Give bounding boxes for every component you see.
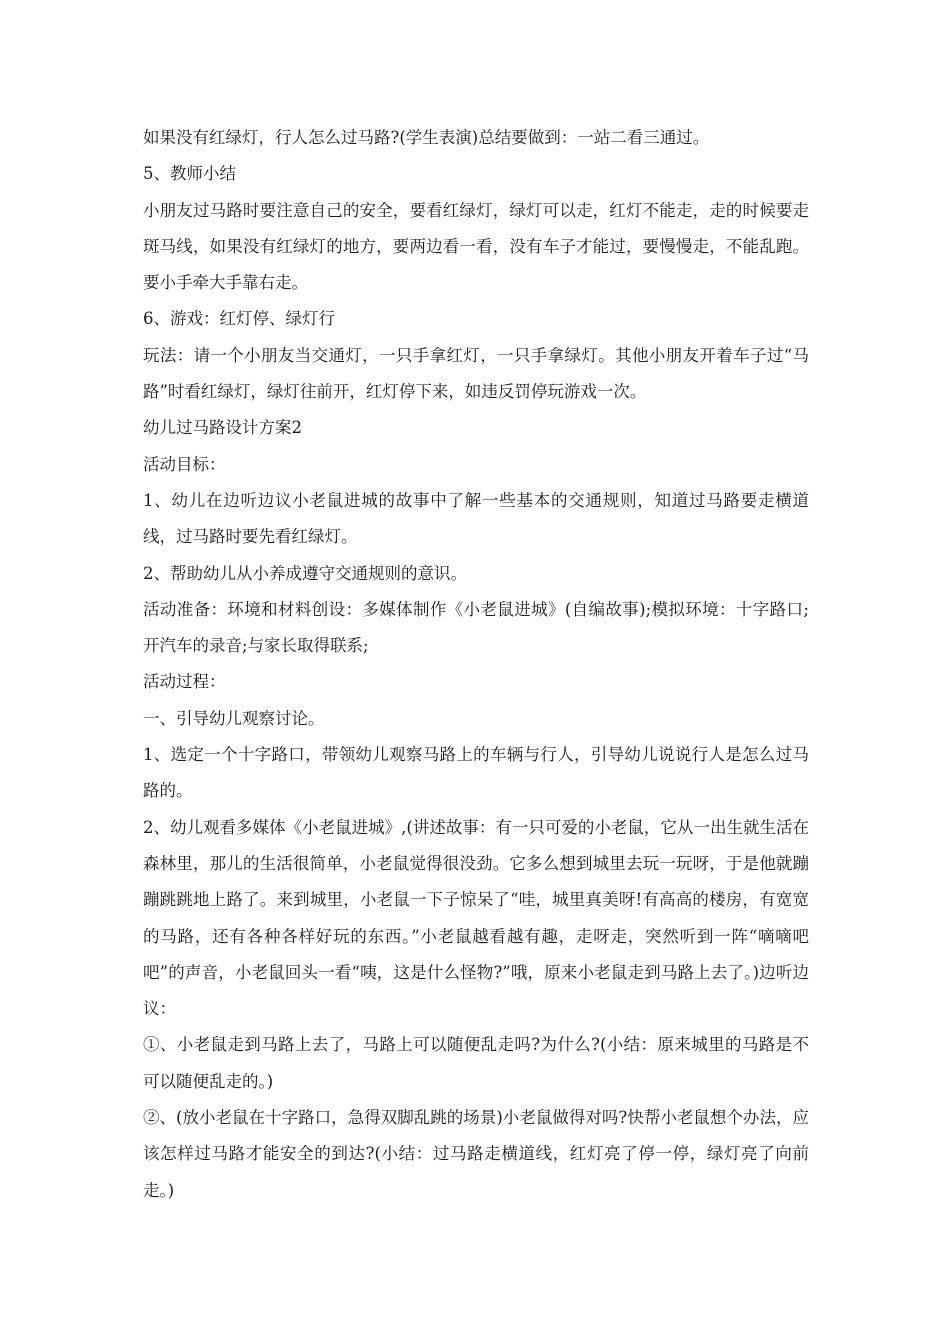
paragraph-1: 如果没有红绿灯，行人怎么过马路?(学生表演)总结要做到：一站二看三通过。 (143, 128, 710, 147)
paragraph-teacher-summary: 小朋友过马路时要注意自己的安全，要看红绿灯，绿灯可以走，红灯不能走，走的时候要走斑马线，如果没有红绿灯的地方，要两边看一看，没有车子才能过，要慢慢走，不能乱跑。要小手牵大手靠右走。 (143, 200, 809, 293)
section-title-plan-2: 幼儿过马路设计方案2 (143, 418, 302, 438)
document-body (143, 120, 809, 1209)
paragraph-game-rules: 玩法：请一个小朋友当交通灯，一只手拿红灯，一只手拿绿灯。其他小朋友开着车子过“马路”时看红绿灯，绿灯往前开，红灯停下来，如违反罚停玩游戏一次。 (143, 345, 809, 402)
process-item-2-story: 2、幼儿观看多媒体《小老鼠进城》,(讲述故事：有一只可爱的小老鼠，它从一出生就生活在森林里，那儿的生活很简单，小老鼠觉得很没劲。它多么想到城里去玩一玩呀，于是他就蹦蹦跳跳地上路了。来到城里，小老鼠一下子惊呆了“哇，城里真美呀!有高高的楼房，有宽宽的马路，还有各种各样好玩的东西。”小老鼠越看越有趣，走呀走，突然听到一阵“嘀嘀吧吧”的声音，小老鼠回头一看“咦，这是什么怪物?”哦，原来小老鼠走到马路上去了。)边听边议： (143, 817, 809, 1019)
process-item-1: 1、选定一个十字路口，带领幼儿观察马路上的车辆与行人，引导幼儿说说行人是怎么过马路的。 (143, 745, 809, 801)
heading-activity-goals: 活动目标： (143, 454, 226, 474)
heading-activity-process: 活动过程： (143, 672, 226, 692)
heading-process-step-1: 一、引导幼儿观察讨论。 (143, 708, 325, 728)
goal-item-1: 1、幼儿在边听边议小老鼠进城的故事中了解一些基本的交通规则，知道过马路要走横道线，过马路时要先看红绿灯。 (143, 490, 809, 547)
goal-item-2: 2、帮助幼儿从小养成遵守交通规则的意识。 (143, 563, 467, 583)
discussion-item-2: ②、(放小老鼠在十字路口，急得双脚乱跳的场景)小老鼠做得对吗?快帮小老鼠想个办法，应该怎样过马路才能安全的到达?(小结：过马路走横道线，红灯亮了停一停，绿灯亮了向前走。) (143, 1108, 809, 1200)
discussion-item-1: ①、小老鼠走到马路上去了，马路上可以随便乱走吗?为什么?(小结：原来城里的马路是不可以随便乱走的。) (143, 1035, 809, 1091)
heading-teacher-summary: 5、教师小结 (143, 164, 236, 184)
heading-game: 6、游戏：红灯停、绿灯行 (143, 309, 335, 329)
paragraph-activity-prep: 活动准备：环境和材料创设：多媒体制作《小老鼠进城》(自编故事);模拟环境：十字路口;开汽车的录音;与家长取得联系; (143, 599, 809, 656)
